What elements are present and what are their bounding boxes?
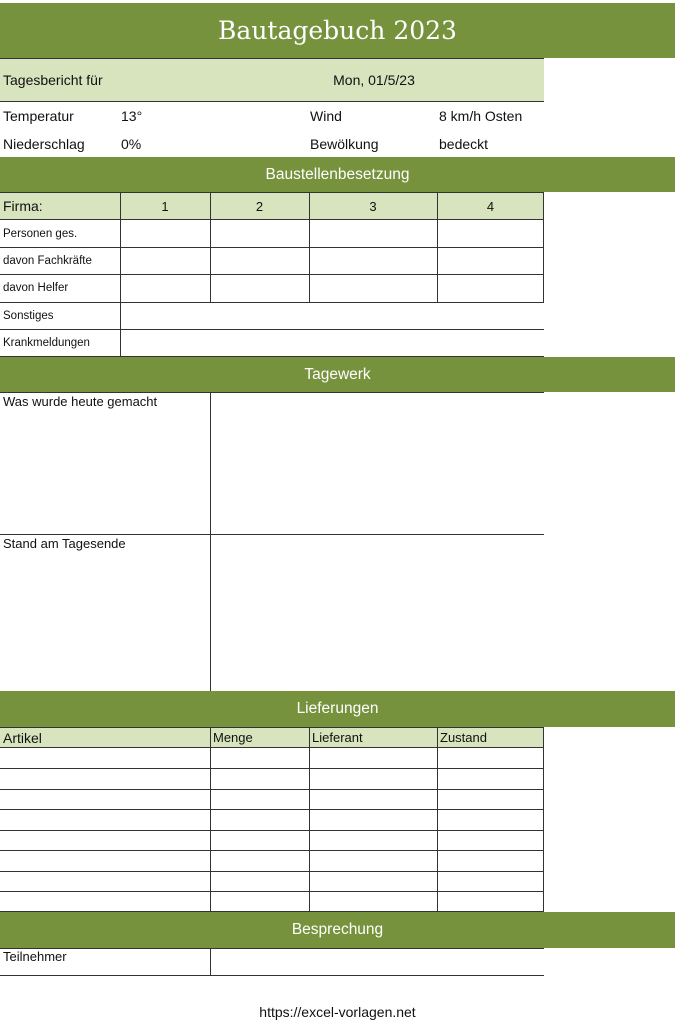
firm-col-2: 2 [255,198,264,214]
report-label: Tagesbericht für [3,72,103,88]
firm-col-1: 1 [161,198,169,214]
firm-col-3: 3 [369,198,377,214]
work-done-field[interactable] [211,393,543,534]
deliveries-header-text: Lieferungen [296,700,379,717]
work-status-field[interactable] [211,535,543,691]
participants-label: Teilnehmer [3,949,67,964]
staff-row-sick: Krankmeldungen [3,336,90,349]
staff-row-skilled: davon Fachkräfte [3,254,92,267]
staffing-header-text: Baustellenbesetzung [265,165,410,183]
meeting-header [0,912,675,948]
report-date[interactable]: Mon, 01/5/23 [333,72,415,88]
work-done-label: Was wurde heute gemacht [3,394,158,409]
temperature-label: Temperatur [3,108,74,124]
precip-label: Niederschlag [3,135,85,152]
firm-col-4: 4 [486,198,495,214]
deliveries-col-article: Artikel [3,729,42,746]
staff-row-other: Sonstiges [3,309,54,322]
footer-link[interactable]: https://excel-vorlagen.net [259,1004,416,1020]
wind-label: Wind [310,108,342,124]
work-status-label: Stand am Tagesende [3,536,126,551]
staff-row-helpers: davon Helfer [3,282,69,294]
staff-row-persons: Personen ges. [3,227,78,240]
deliveries-col-supplier: Lieferant [312,730,363,745]
firm-label: Firma: [3,198,43,214]
cloud-value[interactable]: bedeckt [439,135,489,152]
work-header-text: Tagewerk [304,365,371,383]
cloud-label: Bewölkung [310,135,379,152]
deliveries-header [0,691,675,727]
work-header [0,357,675,392]
precip-value[interactable]: 0% [121,135,142,152]
wind-value[interactable]: 8 km/h Osten [439,108,523,124]
page-title: Bautagebuch 2023 [218,16,457,45]
deliveries-col-state: Zustand [440,730,487,745]
temperature-value[interactable]: 13° [121,108,143,124]
staffing-header [0,157,675,192]
meeting-header-text: Besprechung [291,921,384,938]
deliveries-col-qty: Menge [213,730,253,745]
title-banner [0,3,675,58]
participants-field[interactable] [211,949,543,975]
